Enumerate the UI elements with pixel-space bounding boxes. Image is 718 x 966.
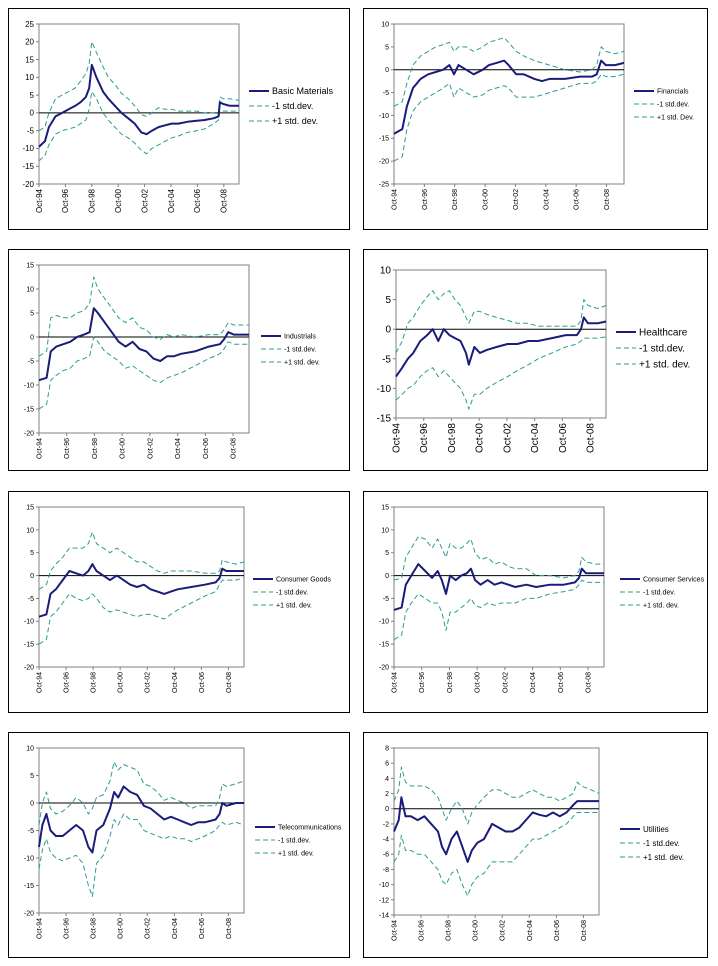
plus-one-std-line: [39, 762, 244, 825]
plus-one-std-line: [394, 537, 604, 580]
chart-svg: [364, 492, 707, 712]
x-tick-label: Oct-06: [198, 918, 206, 940]
y-tick-label: 10: [25, 73, 34, 83]
x-tick-label: Oct-96: [419, 423, 431, 454]
minus-one-std-line: [39, 337, 249, 409]
series-line: [394, 564, 604, 610]
x-tick-label: Oct-00: [117, 672, 125, 694]
x-tick-label: Oct-08: [225, 672, 233, 694]
legend-label: -1 std.dev.: [276, 589, 309, 597]
y-tick-label: 0: [385, 806, 389, 814]
series-line: [394, 61, 624, 134]
x-tick-label: Oct-08: [603, 189, 611, 211]
minus-one-std-line: [394, 74, 624, 161]
y-tick-label: -15: [23, 882, 34, 890]
plot-area: [396, 270, 606, 418]
x-tick-label: Oct-08: [230, 438, 238, 460]
x-tick-label: Oct-96: [63, 918, 71, 940]
y-tick-label: 15: [381, 504, 389, 512]
y-tick-label: -15: [23, 406, 34, 414]
plot-area: [394, 748, 599, 915]
x-tick-label: Oct-96: [418, 920, 426, 942]
chart-svg: [9, 250, 349, 470]
x-tick-label: Oct-00: [114, 189, 124, 214]
x-tick-label: Oct-06: [198, 672, 206, 694]
x-tick-label: Oct-02: [144, 918, 152, 940]
x-tick-label: Oct-94: [391, 672, 399, 694]
y-tick-label: 10: [379, 265, 391, 277]
y-tick-label: -10: [23, 855, 34, 863]
legend-label: -1 std.dev.: [639, 343, 685, 355]
series-line: [39, 564, 244, 617]
y-tick-label: 15: [26, 504, 34, 512]
y-tick-label: -15: [23, 641, 34, 649]
y-tick-label: 5: [385, 550, 389, 558]
x-tick-label: Oct-00: [119, 438, 127, 460]
chart-panel-consumer-goods: [8, 491, 350, 713]
chart-svg: [364, 9, 707, 229]
minus-one-std-line: [39, 578, 244, 644]
x-tick-label: Oct-02: [140, 189, 150, 214]
x-tick-label: Oct-04: [543, 189, 551, 211]
y-tick-label: -10: [23, 382, 34, 390]
x-tick-label: Oct-02: [147, 438, 155, 460]
x-tick-label: Oct-06: [557, 672, 565, 694]
y-tick-label: 25: [25, 19, 34, 29]
x-tick-label: Oct-00: [474, 672, 482, 694]
x-tick-label: Oct-94: [36, 438, 44, 460]
chart-panel-industrials: [8, 249, 350, 471]
y-tick-label: 10: [381, 21, 389, 29]
x-tick-label: Oct-04: [171, 672, 179, 694]
y-tick-label: -20: [378, 664, 389, 672]
x-tick-label: Oct-08: [225, 918, 233, 940]
x-tick-label: Oct-06: [553, 920, 561, 942]
x-tick-label: Oct-96: [419, 672, 427, 694]
x-tick-label: Oct-02: [502, 423, 514, 454]
x-tick-label: Oct-06: [557, 423, 569, 454]
y-tick-label: -5: [27, 827, 34, 835]
x-tick-label: Oct-08: [585, 672, 593, 694]
x-tick-label: Oct-00: [117, 918, 125, 940]
y-tick-label: 10: [26, 527, 34, 535]
legend-label: +1 std. dev.: [272, 116, 319, 127]
series-line: [39, 787, 244, 853]
x-tick-label: Oct-98: [91, 438, 99, 460]
legend-label: +1 std. Dev.: [657, 114, 695, 122]
x-tick-label: Oct-94: [34, 189, 44, 214]
plus-one-std-line: [39, 532, 244, 589]
legend-label: +1 std. dev.: [643, 852, 684, 862]
legend-label: Industrials: [284, 333, 316, 341]
x-tick-label: Oct-04: [530, 672, 538, 694]
minus-one-std-line: [396, 337, 606, 409]
y-tick-label: -20: [23, 430, 34, 438]
y-tick-label: -2: [382, 821, 389, 829]
y-tick-label: -5: [27, 358, 34, 366]
x-tick-label: Oct-96: [61, 189, 71, 214]
y-tick-label: 0: [29, 108, 34, 118]
x-tick-label: Oct-02: [512, 189, 520, 211]
y-tick-label: -6: [382, 851, 389, 859]
y-tick-label: 10: [381, 527, 389, 535]
plot-area: [39, 24, 239, 184]
plot-area: [39, 265, 249, 433]
chart-panel-basic-materials: [8, 8, 350, 230]
y-tick-label: -8: [382, 866, 389, 874]
plus-one-std-line: [39, 42, 239, 131]
x-tick-label: Oct-98: [446, 423, 458, 454]
legend-label: +1 std. dev.: [284, 359, 320, 367]
y-tick-label: 15: [25, 55, 34, 65]
x-tick-label: Oct-98: [446, 672, 454, 694]
y-tick-label: -5: [382, 354, 391, 366]
x-tick-label: Oct-08: [580, 920, 588, 942]
legend-label: +1 std. dev.: [643, 602, 679, 610]
x-tick-label: Oct-02: [502, 672, 510, 694]
x-tick-label: Oct-94: [36, 672, 44, 694]
legend-label: -1 std.dev.: [643, 589, 676, 597]
y-tick-label: -10: [378, 618, 389, 626]
y-tick-label: 0: [385, 573, 389, 581]
y-tick-label: 5: [29, 90, 34, 100]
y-tick-label: -10: [378, 882, 389, 890]
y-tick-label: 6: [385, 760, 389, 768]
x-tick-label: Oct-98: [90, 672, 98, 694]
chart-panel-telecommunications: [8, 732, 350, 958]
y-tick-label: -14: [378, 912, 389, 920]
y-tick-label: -20: [378, 158, 389, 166]
chart-svg: [9, 492, 349, 712]
y-tick-label: -10: [376, 383, 391, 395]
y-tick-label: -5: [26, 126, 34, 136]
y-tick-label: -15: [378, 135, 389, 143]
x-tick-label: Oct-06: [573, 189, 581, 211]
x-tick-label: Oct-02: [144, 672, 152, 694]
legend-label: Basic Materials: [272, 86, 334, 97]
y-tick-label: 0: [30, 800, 34, 808]
y-tick-label: 5: [30, 772, 34, 780]
x-tick-label: Oct-00: [482, 189, 490, 211]
chart-panel-utilities: [363, 732, 708, 958]
y-tick-label: 0: [30, 573, 34, 581]
series-line: [39, 308, 249, 380]
x-tick-label: Oct-98: [445, 920, 453, 942]
legend-label: -1 std.dev.: [657, 101, 690, 109]
chart-panel-consumer-services: [363, 491, 708, 713]
plus-one-std-line: [396, 291, 606, 353]
minus-one-std-line: [394, 813, 599, 897]
x-tick-label: Oct-00: [474, 423, 486, 454]
y-tick-label: -25: [378, 181, 389, 189]
plus-one-std-line: [394, 38, 624, 107]
y-tick-label: 0: [385, 324, 391, 336]
y-tick-label: -10: [378, 112, 389, 120]
legend-label: Consumer Services: [643, 576, 705, 584]
minus-one-std-line: [39, 92, 239, 161]
legend-label: -1 std.dev.: [643, 838, 680, 848]
x-tick-label: Oct-94: [391, 920, 399, 942]
y-tick-label: 15: [26, 262, 34, 270]
x-tick-label: Oct-08: [219, 189, 229, 214]
y-tick-label: 5: [30, 310, 34, 318]
series-line: [394, 797, 599, 862]
y-tick-label: -15: [22, 162, 34, 172]
legend-label: -1 std.dev.: [278, 837, 311, 845]
minus-one-std-line: [39, 814, 244, 897]
y-tick-label: 20: [25, 37, 34, 47]
x-tick-label: Oct-00: [472, 920, 480, 942]
y-tick-label: -5: [382, 595, 389, 603]
legend-label: +1 std. dev.: [276, 602, 312, 610]
y-tick-label: -15: [376, 413, 391, 425]
legend-label: -1 std.dev.: [284, 346, 317, 354]
x-tick-label: Oct-96: [63, 672, 71, 694]
y-tick-label: 10: [26, 745, 34, 753]
y-tick-label: 8: [385, 745, 389, 753]
chart-panel-financials: [363, 8, 708, 230]
legend-label: Telecommunications: [278, 824, 342, 832]
x-tick-label: Oct-08: [585, 423, 597, 454]
series-line: [39, 65, 239, 147]
x-tick-label: Oct-94: [36, 918, 44, 940]
y-tick-label: -4: [382, 836, 389, 844]
legend-label: +1 std. dev.: [639, 359, 691, 371]
x-tick-label: Oct-06: [193, 189, 203, 214]
x-tick-label: Oct-98: [87, 189, 97, 214]
x-tick-label: Oct-98: [90, 918, 98, 940]
y-tick-label: 4: [385, 775, 389, 783]
y-tick-label: 0: [385, 67, 389, 75]
y-tick-label: 2: [385, 790, 389, 798]
x-tick-label: Oct-04: [171, 918, 179, 940]
legend-label: Utilities: [643, 824, 669, 834]
chart-svg: [9, 733, 349, 957]
plot-area: [394, 24, 624, 184]
chart-svg: [9, 9, 349, 229]
y-tick-label: -5: [27, 595, 34, 603]
y-tick-label: -12: [378, 897, 389, 905]
x-tick-label: Oct-06: [202, 438, 210, 460]
legend-label: Consumer Goods: [276, 576, 331, 584]
y-tick-label: 10: [26, 286, 34, 294]
y-tick-label: -20: [23, 910, 34, 918]
legend-label: -1 std.dev.: [272, 101, 314, 112]
y-tick-label: 5: [385, 295, 391, 307]
plot-area: [394, 507, 604, 667]
y-tick-label: -10: [22, 144, 34, 154]
y-tick-label: 5: [30, 550, 34, 558]
x-tick-label: Oct-96: [64, 438, 72, 460]
x-tick-label: Oct-04: [166, 189, 176, 214]
y-tick-label: -5: [382, 90, 389, 98]
y-tick-label: -20: [23, 664, 34, 672]
y-tick-label: -15: [378, 641, 389, 649]
x-tick-label: Oct-94: [391, 189, 399, 211]
legend-label: Financials: [657, 88, 689, 96]
x-tick-label: Oct-04: [530, 423, 542, 454]
y-tick-label: 0: [30, 334, 34, 342]
chart-svg: [364, 250, 707, 470]
legend-label: Healthcare: [639, 327, 688, 339]
y-tick-label: -10: [23, 618, 34, 626]
y-tick-label: -20: [22, 179, 34, 189]
x-tick-label: Oct-04: [175, 438, 183, 460]
chart-panel-healthcare: [363, 249, 708, 471]
y-tick-label: 5: [385, 44, 389, 52]
x-tick-label: Oct-96: [421, 189, 429, 211]
legend-label: +1 std. dev.: [278, 850, 314, 858]
x-tick-label: Oct-04: [526, 920, 534, 942]
plot-area: [39, 507, 244, 667]
x-tick-label: Oct-98: [452, 189, 460, 211]
x-tick-label: Oct-02: [499, 920, 507, 942]
x-tick-label: Oct-94: [391, 423, 403, 454]
chart-svg: [364, 733, 707, 957]
minus-one-std-line: [394, 580, 604, 640]
